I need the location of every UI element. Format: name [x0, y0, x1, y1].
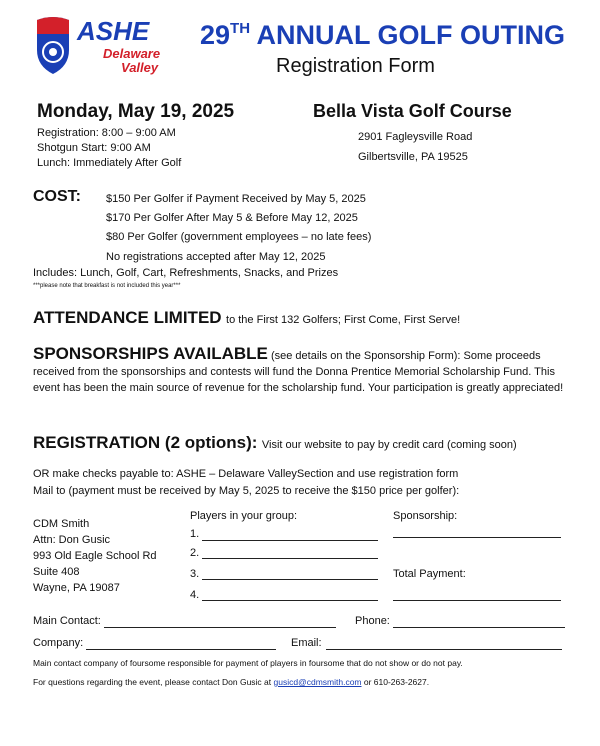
player-number: 4. [190, 589, 200, 601]
total-payment-label: Total Payment: [393, 568, 466, 580]
mailing-address [33, 516, 157, 596]
attendance-heading: ATTENDANCE LIMITED [33, 308, 222, 327]
player-number: 2. [190, 547, 200, 559]
attendance-section [33, 308, 460, 328]
sponsorships-heading: SPONSORSHIPS AVAILABLE [33, 344, 268, 363]
phone-field[interactable] [393, 627, 565, 628]
address-line: Attn: Don Gusic [33, 534, 111, 546]
event-date: Monday, May 19, 2025 [37, 101, 235, 122]
course-name: Bella Vista Golf Course [313, 101, 512, 121]
cost-line: $80 Per Golfer (government employees – no late fees) [106, 231, 372, 243]
contact-email-link[interactable]: gusicd@cdmsmith.com [273, 677, 362, 687]
page-subtitle: Registration Form [276, 55, 435, 77]
mail-text: Mail to (payment must be received by May 5, 2025 to receive the $150 price per golfer): [33, 485, 460, 497]
address-line: 993 Old Eagle School Rd [33, 550, 157, 562]
registration-time: Registration: 8:00 – 9:00 AM [37, 127, 176, 139]
event-times [37, 126, 181, 171]
cost-line: $170 Per Golfer After May 5 & Before May 12, 2025 [106, 212, 358, 224]
shotgun-time: Shotgun Start: 9:00 AM [37, 142, 151, 154]
email-field[interactable] [326, 649, 562, 650]
questions-line [33, 677, 429, 687]
phone-label: Phone: [355, 615, 390, 627]
players-label: Players in your group: [190, 510, 297, 522]
player-4-field[interactable] [202, 600, 378, 601]
registration-text: Visit our website to pay by credit card (coming soon) [261, 439, 517, 451]
includes-text: Includes: Lunch, Golf, Cart, Refreshments, Snacks, and Prizes [33, 267, 339, 279]
title-superscript: TH [230, 20, 251, 37]
company-field[interactable] [86, 649, 276, 650]
title-number: 29 [200, 20, 231, 50]
attendance-text: to the First 132 Golfers; First Come, First Serve! [226, 314, 461, 326]
checks-text: OR make checks payable to: ASHE – Delaware ValleySection and use registration form [33, 468, 459, 480]
logo-brand: ASHE [77, 16, 150, 46]
ashe-logo [33, 14, 183, 80]
sponsorship-field[interactable] [393, 537, 561, 538]
address-line: Wayne, PA 19087 [33, 582, 120, 594]
player-number: 1. [190, 528, 200, 540]
sponsorships-text-1: (see details on the Sponsorship Form): Some [270, 350, 493, 362]
player-1-field[interactable] [202, 540, 378, 541]
sponsorship-label: Sponsorship: [393, 510, 458, 522]
company-label: Company: [33, 637, 84, 649]
page-title [200, 20, 565, 51]
sponsorships-section [33, 346, 573, 396]
course-street: 2901 Fagleysville Road [358, 131, 473, 143]
cost-line: No registrations accepted after May 12, 2025 [106, 251, 326, 263]
cost-line: $150 Per Golfer if Payment Received by May 5, 2025 [106, 193, 366, 205]
lunch-time: Lunch: Immediately After Golf [37, 157, 182, 169]
questions-pre: For questions regarding the event, please contact Don Gusic at [33, 677, 272, 687]
logo-region-1: Delaware [103, 46, 161, 61]
title-text: ANNUAL GOLF OUTING [256, 20, 566, 50]
sponsorships-text-2: proceeds received from the sponsorships and contests will fund the Donna Prentice Memorial Scholarship Fund. This event has been the main source of revenue for the scholarship fund. Your participation is greatly appreciated! [33, 350, 564, 394]
player-2-field[interactable] [202, 558, 378, 559]
cost-heading: COST: [33, 188, 81, 205]
breakfast-note: ***please note that breakfast is not included this year*** [33, 283, 181, 289]
total-payment-field[interactable] [393, 600, 561, 601]
address-line: CDM Smith [33, 518, 90, 530]
main-contact-field[interactable] [104, 627, 336, 628]
player-3-field[interactable] [202, 579, 378, 580]
registration-heading: REGISTRATION (2 options): [33, 433, 258, 452]
address-line: Suite 408 [33, 566, 80, 578]
logo-region-2: Valley [121, 60, 159, 75]
questions-post: or 610-263-2627. [363, 677, 430, 687]
main-contact-label: Main Contact: [33, 615, 101, 627]
registration-section [33, 433, 517, 453]
player-number: 3. [190, 568, 200, 580]
payment-note: Main contact company of foursome responsible for payment of players in foursome that do not show or do not pay. [33, 658, 463, 668]
course-city: Gilbertsville, PA 19525 [358, 151, 468, 163]
email-label: Email: [291, 637, 322, 649]
